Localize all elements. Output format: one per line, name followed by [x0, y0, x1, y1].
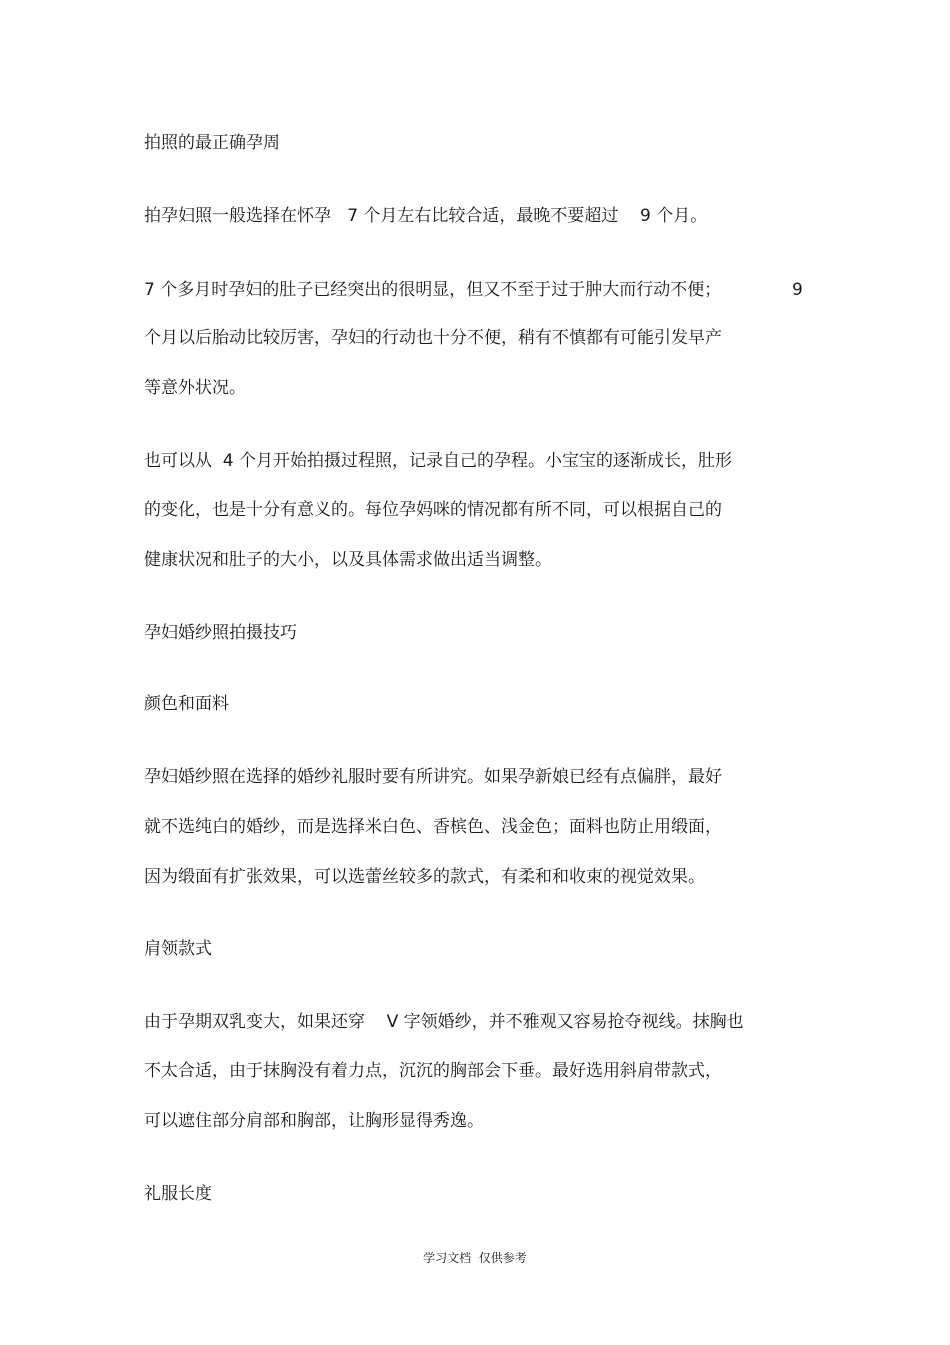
heading-dress-length: 礼服长度 [144, 1184, 212, 1204]
paragraph-line: 个月以后胎动比较厉害，孕妇的行动也十分不便，稍有不慎都有可能引发早产 [144, 328, 722, 348]
paragraph-line: 可以遮住部分肩部和胸部，让胸形显得秀逸。 [144, 1111, 484, 1131]
paragraph-line: 等意外状况。 [144, 378, 246, 398]
paragraph-line: 因为缎面有扩张效果，可以选蕾丝较多的款式，有柔和和收束的视觉效果。 [144, 867, 705, 887]
paragraph-line: 的变化，也是十分有意义的。每位孕妈咪的情况都有所不同，可以根据自己的 [144, 500, 722, 520]
heading-shoot-time: 拍照的最正确孕周 [144, 133, 280, 153]
paragraph-line: 不太合适，由于抹胸没有着力点，沉沉的胸部会下垂。最好选用斜肩带款式， [144, 1061, 722, 1081]
paragraph-line-tail: 9 [792, 280, 803, 300]
page-footer: 学习文档 仅供参考 [423, 1251, 527, 1265]
paragraph-line: 由于孕期双乳变大，如果还穿 V 字领婚纱，并不雅观又容易抢夺视线。抹胸也 [144, 1012, 744, 1032]
paragraph-line: 7 个多月时孕妇的肚子已经突出的很明显，但又不至于过于肿大而行动不便； [144, 280, 722, 300]
paragraph-line: 就不选纯白的婚纱，而是选择米白色、香槟色、浅金色；面料也防止用缎面， [144, 817, 722, 837]
heading-color-fabric: 颜色和面料 [144, 694, 229, 714]
heading-neckline: 肩领款式 [144, 939, 212, 959]
paragraph-line: 孕妇婚纱照在选择的婚纱礼服时要有所讲究。如果孕新娘已经有点偏胖，最好 [144, 767, 722, 787]
paragraph-line: 健康状况和肚子的大小，以及具体需求做出适当调整。 [144, 550, 552, 570]
heading-tips: 孕妇婚纱照拍摄技巧 [144, 623, 297, 643]
paragraph-line: 拍孕妇照一般选择在怀孕 7 个月左右比较合适，最晚不要超过 9 个月。 [144, 206, 708, 226]
paragraph-line: 也可以从 4 个月开始拍摄过程照，记录自己的孕程。小宝宝的逐渐成长，肚形 [144, 451, 733, 471]
